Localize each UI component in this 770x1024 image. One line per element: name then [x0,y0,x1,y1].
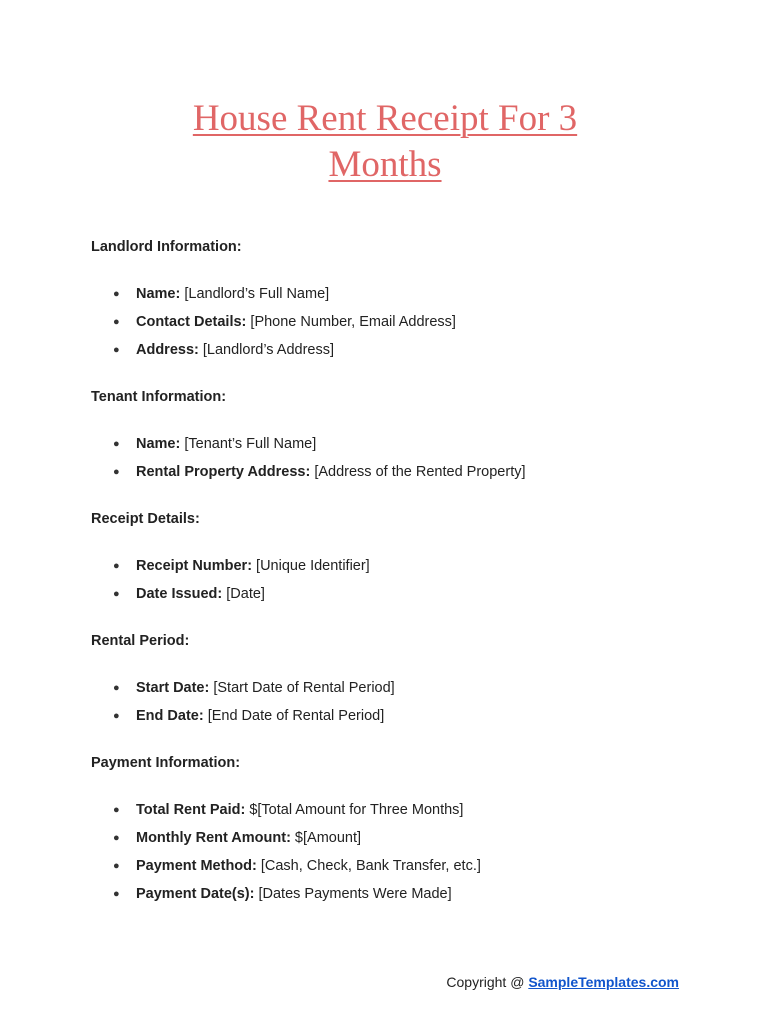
item-value: [Date] [222,586,265,602]
item-label: Monthly Rent Amount: [136,830,291,846]
bullet-icon: ● [113,710,120,722]
list-item [91,880,711,908]
item-label: Payment Method: [136,858,257,874]
item-value: [Address of the Rented Property] [310,464,526,480]
bullet-icon: ● [113,682,120,694]
section-list-rental-period [91,674,711,730]
bullet-icon: ● [113,316,120,328]
sampletemplates-link[interactable]: SampleTemplates.com [528,974,679,990]
bullet-icon: ● [113,804,120,816]
list-item [91,580,711,608]
page-title [90,96,680,188]
list-item [91,552,711,580]
item-value: [Dates Payments Were Made] [254,886,452,902]
list-item [91,458,711,486]
list-item [91,796,711,824]
section-heading-payment-information: Payment Information: [91,755,241,771]
item-label: Total Rent Paid: [136,802,246,818]
item-label: End Date: [136,708,204,724]
item-label: Name: [136,286,181,302]
item-value: [Unique Identifier] [252,558,370,574]
section-heading-rental-period: Rental Period: [91,633,190,649]
item-label: Contact Details: [136,314,247,330]
item-label: Receipt Number: [136,558,253,574]
item-value: [Tenant’s Full Name] [180,436,317,452]
bullet-icon: ● [113,832,120,844]
bullet-icon: ● [113,888,120,900]
section-list-landlord-information [91,280,711,364]
bullet-icon: ● [113,344,120,356]
item-value: [Phone Number, Email Address] [246,314,456,330]
bullet-icon: ● [113,860,120,872]
list-item [91,280,711,308]
bullet-icon: ● [113,438,120,450]
item-value: [Start Date of Rental Period] [209,680,395,696]
item-label: Name: [136,436,181,452]
bullet-icon: ● [113,560,120,572]
page-title-line-1: House Rent Receipt For 3 [192,98,578,139]
list-item [91,702,711,730]
item-value: [Landlord’s Full Name] [180,286,330,302]
section-heading-receipt-details: Receipt Details: [91,511,200,527]
item-value: [End Date of Rental Period] [203,708,385,724]
bullet-icon: ● [113,288,120,300]
item-value: $[Amount] [290,830,362,846]
item-label: Rental Property Address: [136,464,311,480]
item-value: $[Total Amount for Three Months] [245,802,464,818]
item-label: Start Date: [136,680,210,696]
bullet-icon: ● [113,466,120,478]
list-item [91,674,711,702]
list-item [91,824,711,852]
item-label: Address: [136,342,199,358]
list-item [91,852,711,880]
bullet-icon: ● [113,588,120,600]
section-list-tenant-information [91,430,711,486]
footer [446,972,679,992]
list-item [91,430,711,458]
list-item [91,336,711,364]
item-value: [Cash, Check, Bank Transfer, etc.] [256,858,481,874]
section-heading-landlord-information: Landlord Information: [91,239,242,255]
list-item [91,308,711,336]
copyright-text: Copyright @ [446,974,529,990]
item-label: Payment Date(s): [136,886,255,902]
page-title-line-2: Months [328,144,442,185]
section-heading-tenant-information: Tenant Information: [91,389,227,405]
section-list-receipt-details [91,552,711,608]
item-value: [Landlord’s Address] [198,342,335,358]
document-body [91,236,711,930]
item-label: Date Issued: [136,586,223,602]
section-list-payment-information [91,796,711,908]
